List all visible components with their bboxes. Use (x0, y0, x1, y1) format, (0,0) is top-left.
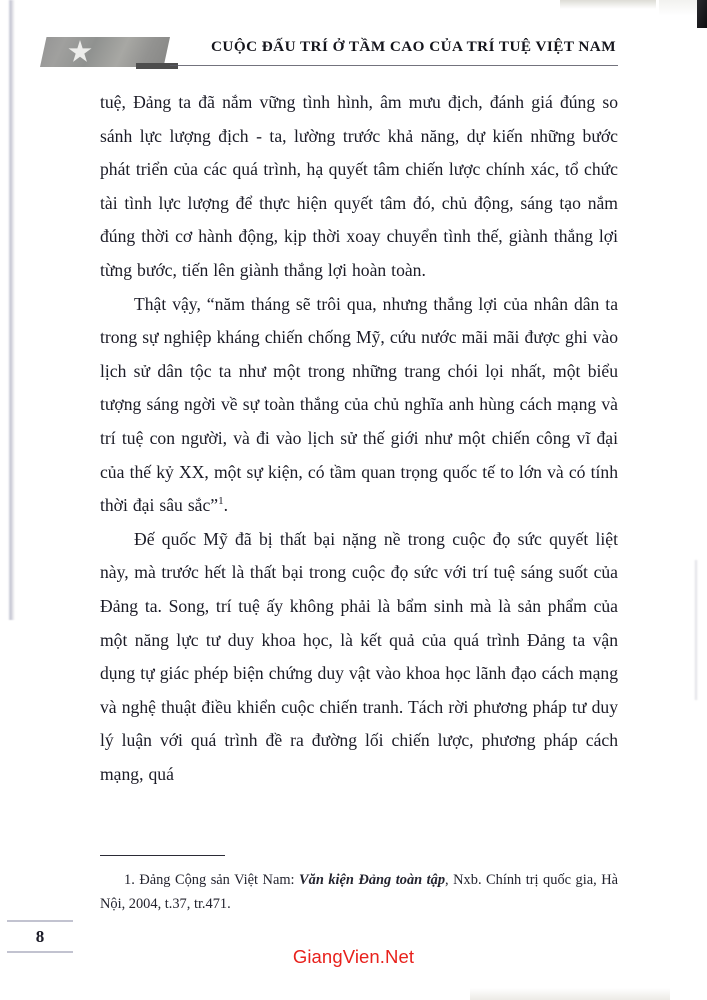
paragraph-analysis: Đế quốc Mỹ đã bị thất bại nặng nề trong cuộc đọ sức quyết liệt này, mà trước hết là thất bại trong cuộc đọ sức với trí tuệ sáng suốt của Đảng ta. Song, trí tuệ ấy không phải là bẩm sinh mà là sản phẩm của một năng lực tư duy khoa học, là kết quả của quá trình Đảng ta vận dụng tự giác phép biện chứng duy vật vào khoa học lãnh đạo cách mạng và nghệ thuật điều khiển cuộc chiến tranh. Tách rời phương pháp tư duy lý luận với quá trình đề ra đường lối chiến lược, phương pháp cách mạng, quá (100, 528, 618, 784)
footnote-separator-rule (100, 855, 225, 856)
scan-top-smudge (560, 0, 656, 9)
page-title: CUỘC ĐẤU TRÍ Ở TẦM CAO CỦA TRÍ TUỆ VIỆT NAM (210, 38, 616, 55)
footnote-work-title: Văn kiện Đảng toàn tập (299, 872, 446, 889)
footnote-citation (100, 868, 618, 916)
paragraph-quote-text: Thật vậy, “năm tháng sẽ trôi qua, nhưng thắng lợi của nhân dân ta trong sự nghiệp kháng chiến chống Mỹ, cứu nước mãi mãi được ghi vào lịch sử dân tộc ta như một trong những trang chói lọi nhất, một biểu tượng sáng ngời về sự toàn thắng của chủ nghĩa anh hùng cách mạng và trí tuệ con người, và đi vào lịch sử thế giới như một chiến công vĩ đại của thế kỷ XX, một sự kiện, có tầm quan trọng quốc tế to lớn và có tính thời đại sâu sắc” (100, 293, 618, 516)
site-watermark: GiangVien.Net (292, 946, 415, 967)
scan-corner-dark-artifact (697, 0, 707, 28)
page-number: 8 (35, 927, 45, 946)
header-divider-rule (170, 65, 618, 66)
body-text-column (100, 86, 618, 791)
paragraph-continuation: tuệ, Đảng ta đã nắm vững tình hình, âm mưu địch, đánh giá đúng so sánh lực lượng địch - ta, lường trước khả năng, dự kiến những bước phát triển của các quá trình, hạ quyết tâm chiến lược chính xác, tổ chức tài tình lực lượng để thực hiện quyết tâm đó, chủ động, sáng tạo nắm đúng thời cơ hành động, kịp thời xoay chuyển tình thế, giành thắng lợi từng bước, tiến lên giành thắng lợi hoàn toàn. (100, 92, 618, 280)
running-header (0, 34, 707, 76)
paragraph-quote-tail: . (223, 495, 228, 516)
scan-corner-fold (659, 0, 699, 16)
footnote-block (100, 855, 618, 916)
footnote-number: 1. (124, 872, 140, 889)
scan-edge-shadow-right (694, 560, 698, 700)
flag-tail-bar (136, 63, 178, 69)
footnote-reference-marker: 1 (218, 495, 224, 508)
footnote-author: Đảng Cộng sản Việt Nam: (139, 872, 300, 889)
paragraph-quote (100, 288, 618, 523)
vietnam-flag-star-icon (40, 37, 170, 67)
scan-binding-shadow-left (8, 0, 15, 620)
footnote-publication-info: , Nxb. Chính trị quốc gia, Hà Nội, 2004, t.37, tr.471. (100, 872, 619, 913)
scan-bottom-smudge (470, 988, 670, 1000)
